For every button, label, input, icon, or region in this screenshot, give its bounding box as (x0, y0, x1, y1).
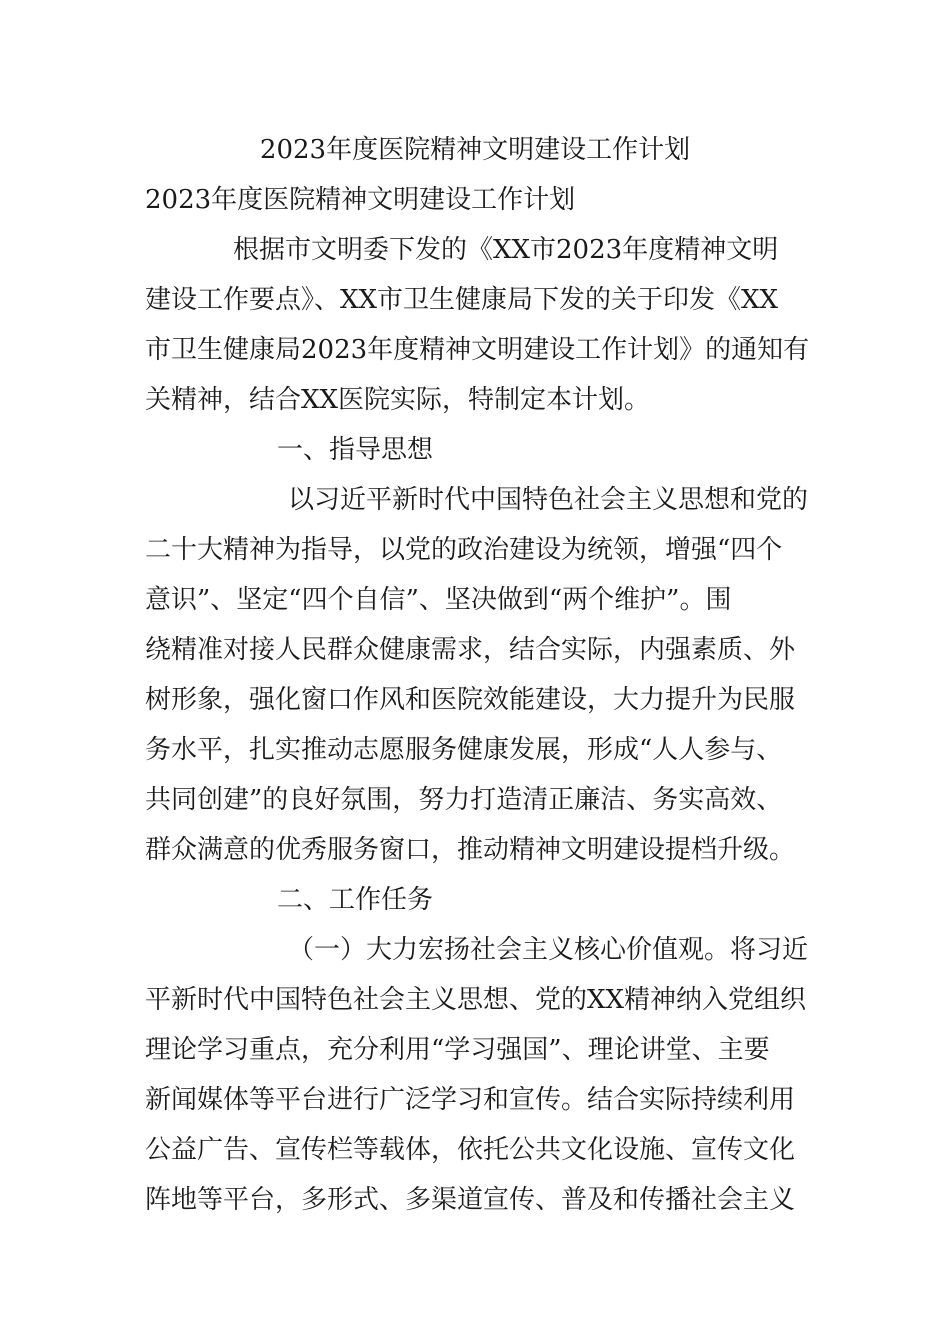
paragraph-line: （一）大力宏扬社会主义核心价值观。将习近 (288, 935, 809, 965)
paragraph-line: 绕精准对接人民群众健康需求，结合实际，内强素质、外 (145, 635, 796, 665)
section-heading-work-tasks: 二、工作任务 (277, 885, 434, 915)
paragraph-line: 务水平，扎实推动志愿服务健康发展，形成“人人参与、 (145, 735, 783, 765)
section-heading-guiding-thought: 一、指导思想 (277, 435, 434, 465)
paragraph-line: 以习近平新时代中国特色社会主义思想和党的 (288, 485, 809, 515)
paragraph-line: 群众满意的优秀服务窗口，推动精神文明建设提档升级。 (145, 835, 796, 865)
paragraph-line: 市卫生健康局2023年度精神文明建设工作计划》的通知有 (145, 335, 810, 365)
paragraph-line: 理论学习重点，充分利用“学习强国”、理论讲堂、主要 (145, 1035, 770, 1065)
document-subtitle: 2023年度医院精神文明建设工作计划 (145, 185, 576, 215)
paragraph-line: 关精神，结合XX医院实际，特制定本计划。 (145, 385, 651, 415)
paragraph-line: 公益广告、宣传栏等载体，依托公共文化设施、宣传文化 (145, 1135, 796, 1165)
paragraph-line: 根据市文明委下发的《XX市2023年度精神文明 (233, 235, 779, 265)
paragraph-line: 平新时代中国特色社会主义思想、党的XX精神纳入党组织 (145, 985, 807, 1015)
paragraph-line: 建设工作要点》、XX市卫生健康局下发的关于印发《XX (145, 285, 779, 315)
paragraph-line: 树形象，强化窗口作风和医院效能建设，大力提升为民服 (145, 685, 796, 715)
paragraph-line: 共同创建”的良好氛围，努力打造清正廉洁、务实高效、 (145, 785, 783, 815)
paragraph-line: 阵地等平台，多形式、多渠道宣传、普及和传播社会主义 (145, 1185, 796, 1215)
paragraph-line: 新闻媒体等平台进行广泛学习和宣传。结合实际持续利用 (145, 1085, 796, 1115)
paragraph-line: 意识”、坚定“四个自信”、坚决做到“两个维护”。围 (145, 585, 732, 615)
document-title: 2023年度医院精神文明建设工作计划 (259, 135, 691, 165)
paragraph-line: 二十大精神为指导，以党的政治建设为统领，增强“四个 (145, 535, 783, 565)
